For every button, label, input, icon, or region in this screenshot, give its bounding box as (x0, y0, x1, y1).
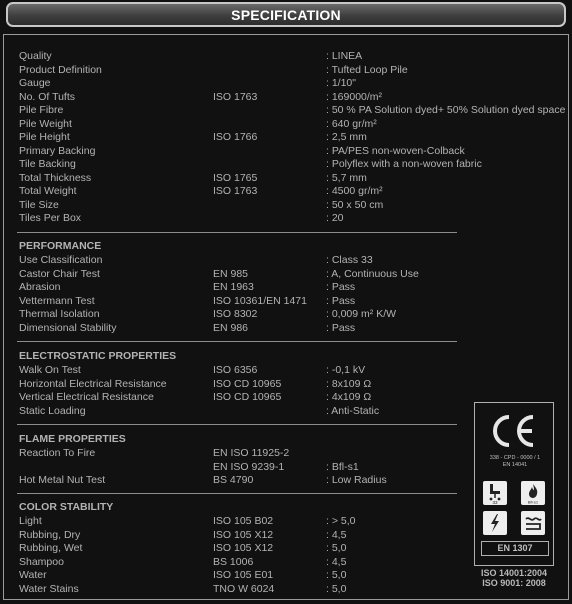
spec-title: SPECIFICATION (231, 6, 341, 23)
cert-code-line: 338 - CPD - 0000 / 1 (489, 455, 541, 461)
castor-chair-icon (483, 481, 507, 505)
section-title: COLOR STABILITY (19, 501, 114, 513)
section-title: FLAME PROPERTIES (19, 433, 126, 445)
divider (17, 424, 457, 425)
spec-header (6, 2, 566, 27)
ce-mark-logo (487, 411, 543, 451)
antistatic-icon (483, 511, 507, 535)
en-standard-label: EN 1307 (481, 541, 549, 556)
section-title: PERFORMANCE (19, 240, 102, 252)
divider (17, 232, 457, 233)
flame-icon (521, 481, 545, 505)
underfloor-heating-icon (521, 511, 545, 535)
certification-box (474, 402, 554, 566)
iso-14001-label: ISO 14001:2004 (480, 568, 548, 578)
divider (17, 341, 457, 342)
iso-9001-label: ISO 9001: 2008 (482, 578, 546, 588)
section-title: ELECTROSTATIC PROPERTIES (19, 350, 177, 362)
svg-text:Bfl-s1: Bfl-s1 (527, 499, 539, 505)
svg-text:33: 33 (492, 500, 498, 505)
cert-code-line: EN 14041 (502, 462, 528, 468)
divider (17, 493, 457, 494)
